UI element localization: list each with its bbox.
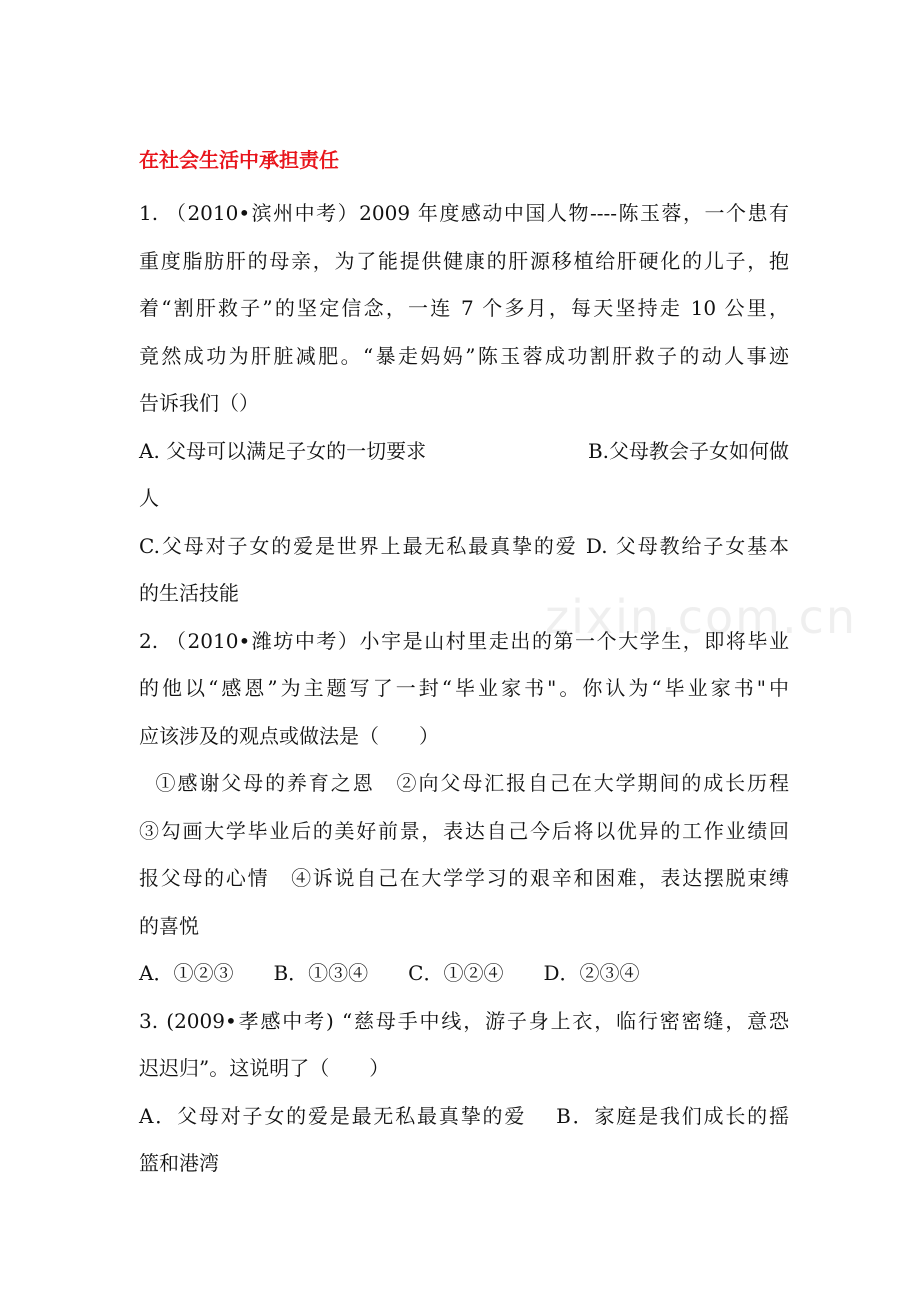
option-a: A. 父母可以满足子女的一切要求 — [139, 438, 427, 463]
question-1-options-ab — [139, 428, 789, 476]
question-2-statement: 的喜悦 — [139, 913, 199, 938]
question-3-line: 迟迟归”。这说明了（ ） — [139, 1056, 390, 1080]
question-2-statement: 报父母的心情 ④诉说自己在大学学习的艰辛和困难，表达摆脱束缚 — [139, 866, 789, 890]
watermark: zixin.com.cn — [545, 590, 858, 644]
question-3-options-continued: 篮和港湾 — [139, 1151, 219, 1175]
question-3-options: A．父母对子女的爱是最无私最真挚的爱 B．家庭是我们成长的摇 — [139, 1103, 789, 1128]
question-2-line: 2. （2010•潍坊中考）小宇是山村里走出的第一个大学生，即将毕业 — [139, 628, 789, 653]
question-2 — [139, 618, 789, 998]
question-1 — [139, 190, 789, 618]
question-1-line: 告诉我们（） — [139, 391, 259, 415]
question-1-line: 竟然成功为肝脏减肥。“暴走妈妈”陈玉蓉成功割肝救子的动人事迹 — [139, 343, 789, 368]
question-1-line: 着“割肝救子”的坚定信念，一连 7 个多月，每天坚持走 10 公里， — [139, 296, 789, 320]
question-1-line: 重度脂肪肝的母亲，为了能提供健康的肝源移植给肝硬化的儿子，抱 — [139, 248, 789, 273]
option-cd: C.父母对子女的爱是世界上最无私最真挚的爱 D. 父母教给子女基本 — [139, 533, 789, 558]
question-3-line: 3. (2009•孝感中考) “慈母手中线，游子身上衣，临行密密缝，意恐 — [139, 1008, 789, 1033]
question-1-line: 1. （2010•滨州中考）2009 年度感动中国人物----陈玉蓉，一个患有 — [139, 201, 789, 225]
question-2-line: 的他以“感恩”为主题写了一封“毕业家书"。你认为“毕业家书"中 — [139, 676, 789, 700]
option-b: B.父母教会子女如何做 — [587, 438, 789, 463]
document-page — [139, 142, 789, 1188]
option-d-continued: 的生活技能 — [139, 581, 239, 605]
question-2-line: 应该涉及的观点或做法是（ ） — [139, 723, 439, 748]
section-title: 在社会生活中承担责任 — [139, 148, 339, 172]
question-2-statement: ①感谢父母的养育之恩 ②向父母汇报自己在大学期间的成长历程 — [139, 771, 789, 795]
option-b-continued: 人 — [139, 486, 159, 510]
question-3 — [139, 998, 789, 1188]
question-2-options: A．①②③ B．①③④ C．①②④ D．②③④ — [139, 961, 640, 985]
question-2-statement: ③勾画大学毕业后的美好前景，表达自己今后将以优异的工作业绩回 — [139, 818, 789, 843]
